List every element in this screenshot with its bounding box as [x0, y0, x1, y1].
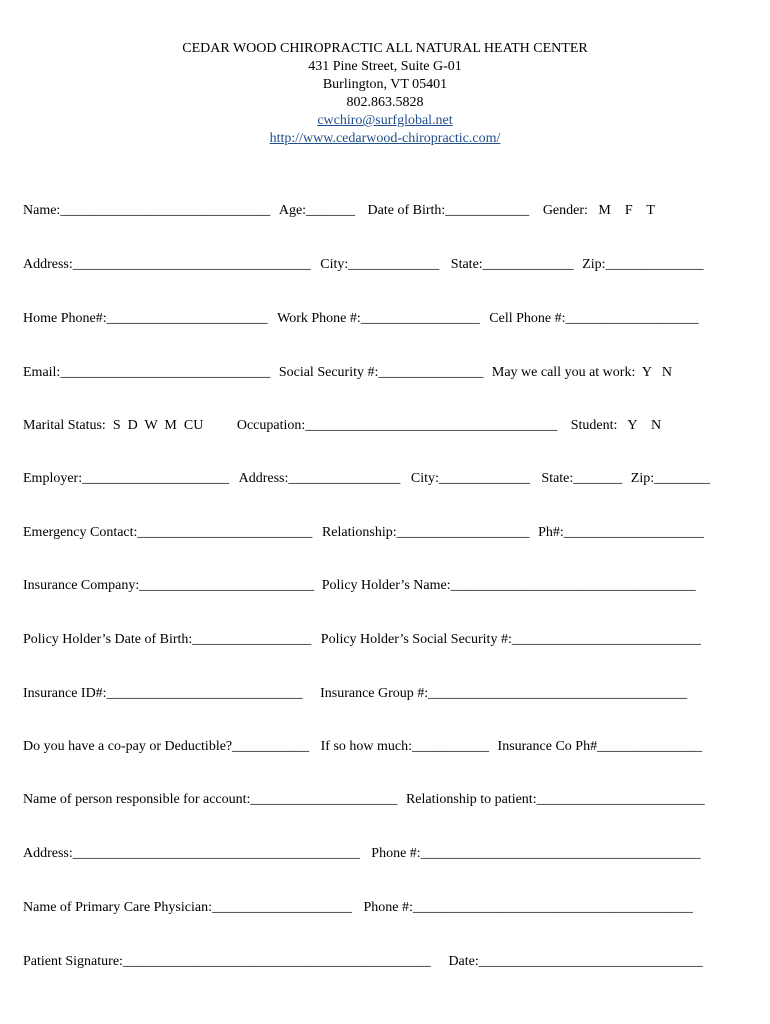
row-patient-basic — [23, 202, 763, 220]
insurance-company-field[interactable]: Insurance Company:_________________________ — [23, 578, 315, 593]
clinic-city: Burlington, VT 05401 — [322, 77, 448, 92]
marital-status-options[interactable]: Marital Status: S D W M CU — [23, 418, 204, 433]
row-phones — [23, 310, 763, 328]
row-signature — [23, 953, 763, 971]
employer-zip-field[interactable]: Zip:________ — [630, 471, 711, 486]
state-field[interactable]: State:_____________ — [450, 257, 574, 272]
relationship-to-patient-field[interactable]: Relationship to patient:________________________ — [405, 792, 705, 807]
occupation-field[interactable]: Occupation:____________________________________ — [236, 418, 558, 433]
copay-field[interactable]: Do you have a co-pay or Deductible?___________ — [23, 739, 310, 754]
student-options[interactable]: Student: Y N — [570, 418, 662, 433]
row-policy-holder — [23, 631, 763, 649]
cell-phone-field[interactable]: Cell Phone #:___________________ — [489, 311, 699, 326]
employer-address-field[interactable]: Address:________________ — [238, 471, 401, 486]
age-field[interactable]: Age:_______ — [278, 203, 356, 218]
policy-holder-ssn-field[interactable]: Policy Holder’s Social Security #:___________________________ — [320, 632, 701, 647]
copay-amount-field[interactable]: If so how much:___________ — [320, 739, 490, 754]
physician-phone-field[interactable]: Phone #:________________________________________ — [363, 900, 693, 915]
row-emergency — [23, 524, 763, 542]
row-insurance — [23, 577, 763, 595]
signature-date-field[interactable]: Date:________________________________ — [448, 954, 703, 969]
responsible-address-field[interactable]: Address:_________________________________________ — [23, 846, 360, 861]
ssn-field[interactable]: Social Security #:_______________ — [278, 365, 484, 380]
policy-holder-name-field[interactable]: Policy Holder’s Name:___________________________________ — [321, 578, 696, 593]
insurance-co-phone-field[interactable]: Insurance Co Ph#_______________ — [497, 739, 703, 754]
insurance-group-field[interactable]: Insurance Group #:_____________________________________ — [320, 686, 688, 701]
employer-state-field[interactable]: State:_______ — [541, 471, 623, 486]
insurance-id-field[interactable]: Insurance ID#:____________________________ — [23, 686, 303, 701]
gender-options[interactable]: Gender: M F T — [542, 203, 655, 218]
clinic-name: CEDAR WOOD CHIROPRACTIC ALL NATURAL HEATH CENTER — [182, 41, 588, 56]
clinic-phone: 802.863.5828 — [346, 95, 424, 110]
row-address — [23, 256, 763, 274]
row-marital — [23, 417, 763, 435]
letterhead — [0, 40, 770, 148]
call-at-work-options[interactable]: May we call you at work: Y N — [491, 365, 673, 380]
employer-field[interactable]: Employer:_____________________ — [23, 471, 230, 486]
dob-field[interactable]: Date of Birth:____________ — [367, 203, 530, 218]
row-employer — [23, 470, 763, 488]
responsible-person-field[interactable]: Name of person responsible for account:_____________________ — [23, 792, 398, 807]
row-insurance-id — [23, 685, 763, 703]
row-responsible-address — [23, 845, 763, 863]
work-phone-field[interactable]: Work Phone #:_________________ — [277, 311, 480, 326]
clinic-email-link[interactable]: cwchiro@surfglobal.net — [317, 113, 453, 128]
patient-signature-field[interactable]: Patient Signature:____________________________________________ — [23, 954, 431, 969]
row-copay — [23, 738, 763, 756]
zip-field[interactable]: Zip:______________ — [582, 257, 704, 272]
clinic-website-link[interactable]: http://www.cedarwood-chiropractic.com/ — [269, 131, 501, 146]
address-field[interactable]: Address:__________________________________ — [23, 257, 311, 272]
employer-city-field[interactable]: City:_____________ — [410, 471, 530, 486]
emergency-relationship-field[interactable]: Relationship:___________________ — [321, 525, 530, 540]
emergency-contact-field[interactable]: Emergency Contact:_________________________ — [23, 525, 313, 540]
row-physician — [23, 899, 763, 917]
clinic-street: 431 Pine Street, Suite G-01 — [308, 59, 462, 74]
emergency-phone-field[interactable]: Ph#:____________________ — [538, 525, 704, 540]
policy-holder-dob-field[interactable]: Policy Holder’s Date of Birth:_________________ — [23, 632, 312, 647]
responsible-phone-field[interactable]: Phone #:________________________________________ — [371, 846, 701, 861]
primary-care-physician-field[interactable]: Name of Primary Care Physician:____________________ — [23, 900, 352, 915]
email-field[interactable]: Email:______________________________ — [23, 365, 271, 380]
city-field[interactable]: City:_____________ — [320, 257, 440, 272]
home-phone-field[interactable]: Home Phone#:_______________________ — [23, 311, 268, 326]
name-field[interactable]: Name:______________________________ — [23, 203, 271, 218]
row-responsible — [23, 791, 763, 809]
row-email — [23, 364, 763, 382]
